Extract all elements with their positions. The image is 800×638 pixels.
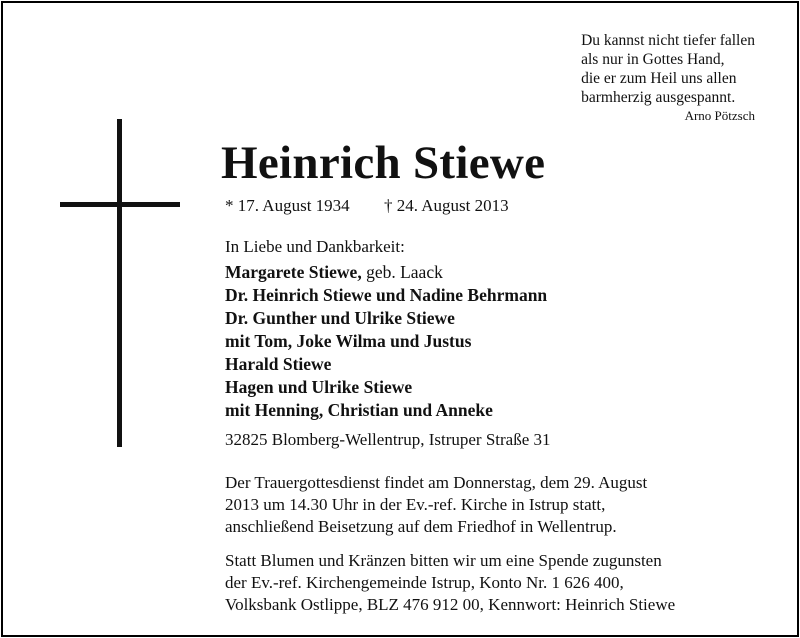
mourner-row <box>225 376 547 399</box>
donation-line: der Ev.-ref. Kirchengemeinde Istrup, Konto Nr. 1 626 400, <box>225 573 624 592</box>
donation-notice <box>225 550 675 616</box>
mourner-row <box>225 353 547 376</box>
obituary-frame <box>1 1 799 637</box>
mourner-suffix: geb. Laack <box>361 262 443 282</box>
mourner-row <box>225 284 547 307</box>
mourners-intro: In Liebe und Dankbarkeit: <box>225 237 405 256</box>
quote-line: Du kannst nicht tiefer fallen <box>581 32 755 49</box>
mourner-name: Hagen und Ulrike Stiewe <box>225 377 413 397</box>
mourner-name: mit Tom, Joke Wilma und Justus <box>225 331 472 351</box>
deceased-name: Heinrich Stiewe <box>221 137 546 189</box>
quote-line: die er zum Heil uns allen <box>581 70 737 87</box>
service-notice <box>225 472 647 538</box>
mourner-name: Harald Stiewe <box>225 354 332 374</box>
service-line: anschließend Beisetzung auf dem Friedhof in Wellentrup. <box>225 517 617 536</box>
cross-horizontal-bar <box>60 202 180 207</box>
cross-vertical-bar <box>117 119 122 447</box>
service-line: Der Trauergottesdienst findet am Donnerstag, dem 29. August <box>225 473 648 492</box>
mourner-row <box>225 261 547 284</box>
donation-line: Statt Blumen und Kränzen bitten wir um eine Spende zugunsten <box>225 551 662 570</box>
quote-author: Arno Pötzsch <box>684 108 755 123</box>
mourner-name: mit Henning, Christian und Anneke <box>225 400 493 420</box>
mourner-row <box>225 330 547 353</box>
service-line: 2013 um 14.30 Uhr in der Ev.-ref. Kirche in Istrup statt, <box>225 495 606 514</box>
mourners-list <box>225 261 547 422</box>
mourner-name: Margarete Stiewe, <box>225 262 362 282</box>
donation-line: Volksbank Ostlippe, BLZ 476 912 00, Kennwort: Heinrich Stiewe <box>225 595 676 614</box>
quote-line: als nur in Gottes Hand, <box>581 51 725 68</box>
birth-date: * 17. August 1934 <box>225 196 350 215</box>
life-dates <box>225 196 509 216</box>
address: 32825 Blomberg-Wellentrup, Istruper Straße 31 <box>225 430 551 449</box>
mourner-name: Dr. Heinrich Stiewe und Nadine Behrmann <box>225 285 548 305</box>
mourner-row <box>225 307 547 330</box>
quote <box>581 31 755 107</box>
mourner-name: Dr. Gunther und Ulrike Stiewe <box>225 308 455 328</box>
death-date: † 24. August 2013 <box>383 196 509 215</box>
quote-line: barmherzig ausgespannt. <box>581 89 736 106</box>
mourner-row <box>225 399 547 422</box>
